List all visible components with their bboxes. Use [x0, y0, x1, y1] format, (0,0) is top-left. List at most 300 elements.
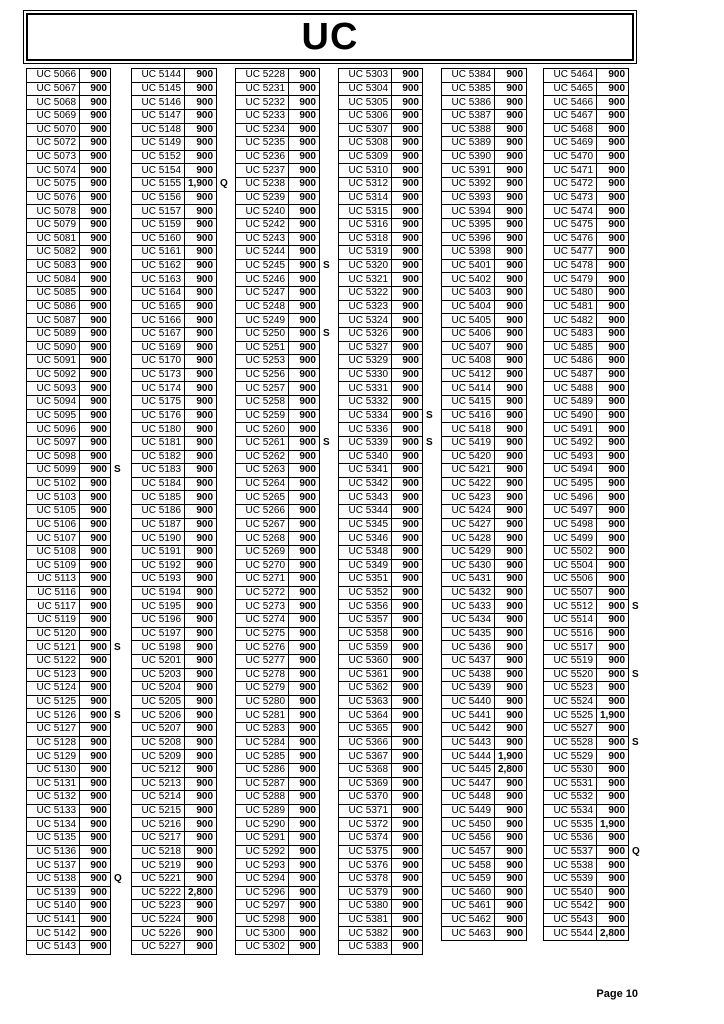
row-code: UC 5404 — [442, 300, 495, 314]
row-flag — [423, 532, 438, 546]
row-amount: 900 — [289, 941, 320, 955]
row-code: UC 5495 — [544, 477, 597, 491]
row-amount: 900 — [495, 600, 527, 614]
row-flag — [629, 355, 644, 369]
row-code: UC 5186 — [132, 505, 185, 519]
row-flag — [629, 532, 644, 546]
row-code: UC 5407 — [442, 341, 495, 355]
row-amount: 900 — [185, 641, 217, 655]
row-flag — [111, 763, 126, 777]
row-code: UC 5432 — [442, 586, 495, 600]
table-row — [132, 409, 232, 423]
table-row — [236, 859, 335, 873]
row-flag — [527, 832, 542, 846]
row-flag — [217, 859, 232, 873]
row-flag — [111, 137, 126, 151]
table-row — [442, 123, 542, 137]
table-row — [236, 573, 335, 587]
row-amount: 900 — [597, 355, 629, 369]
row-amount: 900 — [392, 477, 423, 491]
row-code: UC 5236 — [236, 150, 289, 164]
row-flag — [111, 246, 126, 260]
table-row — [442, 763, 542, 777]
row-code: UC 5443 — [442, 736, 495, 750]
row-code: UC 5146 — [132, 96, 185, 110]
row-code: UC 5245 — [236, 259, 289, 273]
row-flag — [423, 913, 438, 927]
table-row — [339, 423, 438, 437]
table-row — [236, 927, 335, 941]
row-code: UC 5490 — [544, 409, 597, 423]
table-row — [132, 682, 232, 696]
row-flag — [629, 436, 644, 450]
table-row — [27, 941, 126, 955]
table-row — [132, 273, 232, 287]
table-row — [27, 491, 126, 505]
row-amount: 900 — [495, 532, 527, 546]
row-code: UC 5379 — [339, 886, 392, 900]
row-code: UC 5504 — [544, 559, 597, 573]
row-flag — [527, 491, 542, 505]
row-code: UC 5217 — [132, 832, 185, 846]
row-flag — [629, 69, 644, 83]
row-flag — [423, 396, 438, 410]
table-row — [442, 682, 542, 696]
row-amount: 900 — [597, 627, 629, 641]
row-flag — [217, 396, 232, 410]
row-flag — [111, 545, 126, 559]
row-amount: 900 — [495, 505, 527, 519]
row-flag — [320, 654, 335, 668]
row-code: UC 5233 — [236, 109, 289, 123]
row-code: UC 5105 — [27, 505, 80, 519]
table-row — [339, 96, 438, 110]
row-flag — [527, 109, 542, 123]
row-amount: 900 — [185, 137, 217, 151]
table-row — [339, 232, 438, 246]
row-amount: 900 — [392, 382, 423, 396]
table-row — [132, 913, 232, 927]
table-row — [339, 709, 438, 723]
table-row — [27, 804, 126, 818]
row-flag — [111, 82, 126, 96]
row-amount: 900 — [495, 96, 527, 110]
row-code: UC 5131 — [27, 777, 80, 791]
row-code: UC 5517 — [544, 641, 597, 655]
row-code: UC 5227 — [132, 941, 185, 955]
row-flag — [423, 941, 438, 955]
row-flag — [527, 259, 542, 273]
row-code: UC 5290 — [236, 818, 289, 832]
row-amount: 900 — [80, 259, 111, 273]
table-row — [132, 518, 232, 532]
table-row — [27, 559, 126, 573]
table-row — [27, 736, 126, 750]
row-code: UC 5539 — [544, 872, 597, 886]
row-flag — [629, 300, 644, 314]
row-flag — [629, 641, 644, 655]
row-code: UC 5359 — [339, 641, 392, 655]
row-amount: 900 — [80, 886, 111, 900]
table-row — [339, 695, 438, 709]
row-flag — [527, 750, 542, 764]
row-amount: 900 — [392, 818, 423, 832]
row-amount: 900 — [597, 436, 629, 450]
row-amount: 900 — [495, 668, 527, 682]
row-flag — [629, 368, 644, 382]
row-code: UC 5434 — [442, 614, 495, 628]
row-flag — [217, 518, 232, 532]
row-flag — [629, 872, 644, 886]
row-flag — [423, 287, 438, 301]
table-row — [236, 913, 335, 927]
row-code: UC 5087 — [27, 314, 80, 328]
table-row — [27, 96, 126, 110]
row-code: UC 5292 — [236, 845, 289, 859]
row-flag — [217, 246, 232, 260]
row-amount: 900 — [495, 872, 527, 886]
row-code: UC 5356 — [339, 600, 392, 614]
row-code: UC 5253 — [236, 355, 289, 369]
row-amount: 900 — [80, 600, 111, 614]
row-flag — [527, 641, 542, 655]
table-row — [236, 464, 335, 478]
table-row — [339, 532, 438, 546]
row-amount: 900 — [597, 96, 629, 110]
table-row — [339, 559, 438, 573]
row-code: UC 5149 — [132, 137, 185, 151]
row-amount: 900 — [80, 205, 111, 219]
row-flag — [629, 123, 644, 137]
row-code: UC 5368 — [339, 763, 392, 777]
row-amount: 900 — [597, 137, 629, 151]
row-flag — [111, 736, 126, 750]
table-row — [236, 259, 335, 273]
row-code: UC 5499 — [544, 532, 597, 546]
row-flag — [423, 164, 438, 178]
row-amount: 900 — [80, 477, 111, 491]
row-code: UC 5467 — [544, 109, 597, 123]
row-amount: 900 — [289, 818, 320, 832]
row-code: UC 5136 — [27, 845, 80, 859]
table-row — [27, 368, 126, 382]
row-amount: 900 — [80, 927, 111, 941]
row-code: UC 5269 — [236, 545, 289, 559]
row-code: UC 5440 — [442, 695, 495, 709]
table-row — [27, 123, 126, 137]
table-row — [442, 327, 542, 341]
row-code: UC 5067 — [27, 82, 80, 96]
row-amount: 900 — [392, 205, 423, 219]
row-code: UC 5285 — [236, 750, 289, 764]
table-row — [132, 205, 232, 219]
table-row — [236, 123, 335, 137]
row-code: UC 5113 — [27, 573, 80, 587]
row-amount: 900 — [80, 736, 111, 750]
row-code: UC 5205 — [132, 695, 185, 709]
table-row — [544, 709, 644, 723]
table-row — [27, 900, 126, 914]
row-code: UC 5082 — [27, 246, 80, 260]
row-code: UC 5271 — [236, 573, 289, 587]
row-amount: 900 — [289, 791, 320, 805]
row-flag — [111, 287, 126, 301]
row-amount: 900 — [185, 750, 217, 764]
row-flag — [111, 845, 126, 859]
row-amount: 900 — [185, 436, 217, 450]
row-code: UC 5435 — [442, 627, 495, 641]
row-flag: S — [323, 328, 330, 340]
row-amount: 900 — [80, 123, 111, 137]
table-row — [132, 845, 232, 859]
table-row — [27, 641, 126, 655]
row-flag — [423, 804, 438, 818]
row-code: UC 5342 — [339, 477, 392, 491]
row-code: UC 5076 — [27, 191, 80, 205]
row-code: UC 5207 — [132, 723, 185, 737]
table-row — [544, 532, 644, 546]
row-amount: 900 — [597, 178, 629, 192]
table-row — [132, 791, 232, 805]
table-row — [544, 750, 644, 764]
row-flag — [111, 614, 126, 628]
row-amount: 900 — [392, 450, 423, 464]
row-code: UC 5212 — [132, 763, 185, 777]
row-code: UC 5159 — [132, 218, 185, 232]
row-code: UC 5462 — [442, 913, 495, 927]
row-code: UC 5265 — [236, 491, 289, 505]
row-amount: 900 — [495, 246, 527, 260]
row-code: UC 5420 — [442, 450, 495, 464]
row-code: UC 5070 — [27, 123, 80, 137]
row-amount: 900 — [289, 859, 320, 873]
row-code: UC 5414 — [442, 382, 495, 396]
table-row — [236, 246, 335, 260]
row-flag — [527, 886, 542, 900]
table-row — [544, 205, 644, 219]
table-row — [442, 477, 542, 491]
row-amount: 900 — [495, 695, 527, 709]
table-row — [236, 382, 335, 396]
table-row — [132, 600, 232, 614]
row-flag — [320, 150, 335, 164]
table-row — [442, 300, 542, 314]
row-amount: 900 — [289, 545, 320, 559]
row-flag — [629, 109, 644, 123]
row-code: UC 5219 — [132, 859, 185, 873]
row-code: UC 5380 — [339, 900, 392, 914]
row-flag — [629, 614, 644, 628]
row-code: UC 5494 — [544, 464, 597, 478]
row-amount: 900 — [495, 205, 527, 219]
table-row — [132, 709, 232, 723]
row-flag — [629, 409, 644, 423]
row-code: UC 5091 — [27, 355, 80, 369]
row-flag — [423, 886, 438, 900]
row-amount: 900 — [289, 232, 320, 246]
row-code: UC 5261 — [236, 436, 289, 450]
row-code: UC 5482 — [544, 314, 597, 328]
row-flag — [527, 709, 542, 723]
row-code: UC 5143 — [27, 941, 80, 955]
table-row — [236, 273, 335, 287]
row-flag — [320, 845, 335, 859]
row-flag — [527, 614, 542, 628]
row-amount: 900 — [597, 382, 629, 396]
row-flag — [111, 396, 126, 410]
row-amount: 900 — [80, 409, 111, 423]
table-row — [339, 368, 438, 382]
table-row — [442, 368, 542, 382]
row-flag: S — [114, 709, 121, 721]
row-code: UC 5093 — [27, 382, 80, 396]
row-amount: 900 — [392, 736, 423, 750]
row-amount: 900 — [597, 872, 629, 886]
row-code: UC 5124 — [27, 682, 80, 696]
table-row — [27, 614, 126, 628]
row-flag — [217, 913, 232, 927]
list-column-6 — [543, 68, 644, 941]
table-row — [27, 763, 126, 777]
row-flag — [527, 872, 542, 886]
row-amount: 900 — [185, 627, 217, 641]
row-code: UC 5187 — [132, 518, 185, 532]
row-flag — [423, 327, 438, 341]
row-flag — [527, 654, 542, 668]
row-code: UC 5097 — [27, 436, 80, 450]
row-code: UC 5074 — [27, 164, 80, 178]
row-code: UC 5128 — [27, 736, 80, 750]
row-flag — [217, 777, 232, 791]
table-row — [132, 382, 232, 396]
row-amount: 900 — [80, 545, 111, 559]
row-amount: 900 — [80, 96, 111, 110]
row-flag — [217, 695, 232, 709]
row-amount: 900 — [80, 859, 111, 873]
row-code: UC 5361 — [339, 668, 392, 682]
table-row — [544, 627, 644, 641]
row-code: UC 5322 — [339, 287, 392, 301]
row-flag — [423, 109, 438, 123]
table-row — [27, 82, 126, 96]
row-flag — [423, 382, 438, 396]
row-flag — [527, 409, 542, 423]
row-code: UC 5531 — [544, 777, 597, 791]
row-amount: 900 — [495, 886, 527, 900]
table-row — [339, 682, 438, 696]
row-code: UC 5428 — [442, 532, 495, 546]
row-code: UC 5274 — [236, 614, 289, 628]
row-amount: 900 — [289, 178, 320, 192]
row-code: UC 5488 — [544, 382, 597, 396]
row-amount: 900 — [80, 777, 111, 791]
row-flag — [111, 382, 126, 396]
row-amount: 900 — [185, 259, 217, 273]
row-code: UC 5498 — [544, 518, 597, 532]
table-row — [236, 491, 335, 505]
row-flag — [320, 777, 335, 791]
table-row — [544, 791, 644, 805]
row-code: UC 5251 — [236, 341, 289, 355]
row-amount: 900 — [289, 246, 320, 260]
row-flag — [320, 273, 335, 287]
row-amount: 900 — [495, 586, 527, 600]
row-flag — [217, 614, 232, 628]
row-code: UC 5424 — [442, 505, 495, 519]
table-row — [236, 695, 335, 709]
table-row — [27, 191, 126, 205]
row-flag — [423, 82, 438, 96]
table-row — [339, 123, 438, 137]
row-code: UC 5429 — [442, 545, 495, 559]
row-code: UC 5468 — [544, 123, 597, 137]
table-row — [442, 777, 542, 791]
row-flag — [423, 586, 438, 600]
row-amount: 900 — [392, 859, 423, 873]
row-code: UC 5384 — [442, 69, 495, 83]
table-row — [339, 327, 438, 341]
table-row — [132, 82, 232, 96]
row-code: UC 5264 — [236, 477, 289, 491]
row-flag: S — [632, 600, 639, 612]
row-code: UC 5419 — [442, 436, 495, 450]
row-code: UC 5169 — [132, 341, 185, 355]
table-row — [236, 777, 335, 791]
row-code: UC 5402 — [442, 273, 495, 287]
row-flag — [423, 859, 438, 873]
row-flag — [320, 287, 335, 301]
table-row — [236, 518, 335, 532]
row-flag — [527, 777, 542, 791]
row-code: UC 5496 — [544, 491, 597, 505]
row-code: UC 5258 — [236, 396, 289, 410]
row-code: UC 5483 — [544, 327, 597, 341]
row-amount: 900 — [597, 586, 629, 600]
row-flag — [111, 477, 126, 491]
row-flag — [111, 423, 126, 437]
row-code: UC 5479 — [544, 273, 597, 287]
row-amount: 900 — [289, 123, 320, 137]
row-code: UC 5141 — [27, 913, 80, 927]
row-flag — [629, 900, 644, 914]
row-amount: 900 — [597, 654, 629, 668]
row-amount: 900 — [597, 723, 629, 737]
row-flag — [527, 382, 542, 396]
row-code: UC 5314 — [339, 191, 392, 205]
row-flag — [527, 477, 542, 491]
row-code: UC 5173 — [132, 368, 185, 382]
row-flag — [111, 750, 126, 764]
table-row — [236, 886, 335, 900]
row-amount: 900 — [80, 327, 111, 341]
row-amount: 900 — [185, 845, 217, 859]
row-amount: 900 — [495, 804, 527, 818]
table-row — [544, 341, 644, 355]
row-code: UC 5081 — [27, 232, 80, 246]
table-row — [544, 69, 644, 83]
row-amount: 1,900 — [597, 818, 629, 832]
table-row — [339, 300, 438, 314]
row-amount: 900 — [597, 82, 629, 96]
row-amount: 900 — [597, 477, 629, 491]
row-code: UC 5138 — [27, 872, 80, 886]
row-code: UC 5436 — [442, 641, 495, 655]
row-amount: 900 — [597, 600, 629, 614]
table-row — [544, 314, 644, 328]
table-row — [236, 532, 335, 546]
table-row — [27, 586, 126, 600]
row-amount: 900 — [289, 137, 320, 151]
